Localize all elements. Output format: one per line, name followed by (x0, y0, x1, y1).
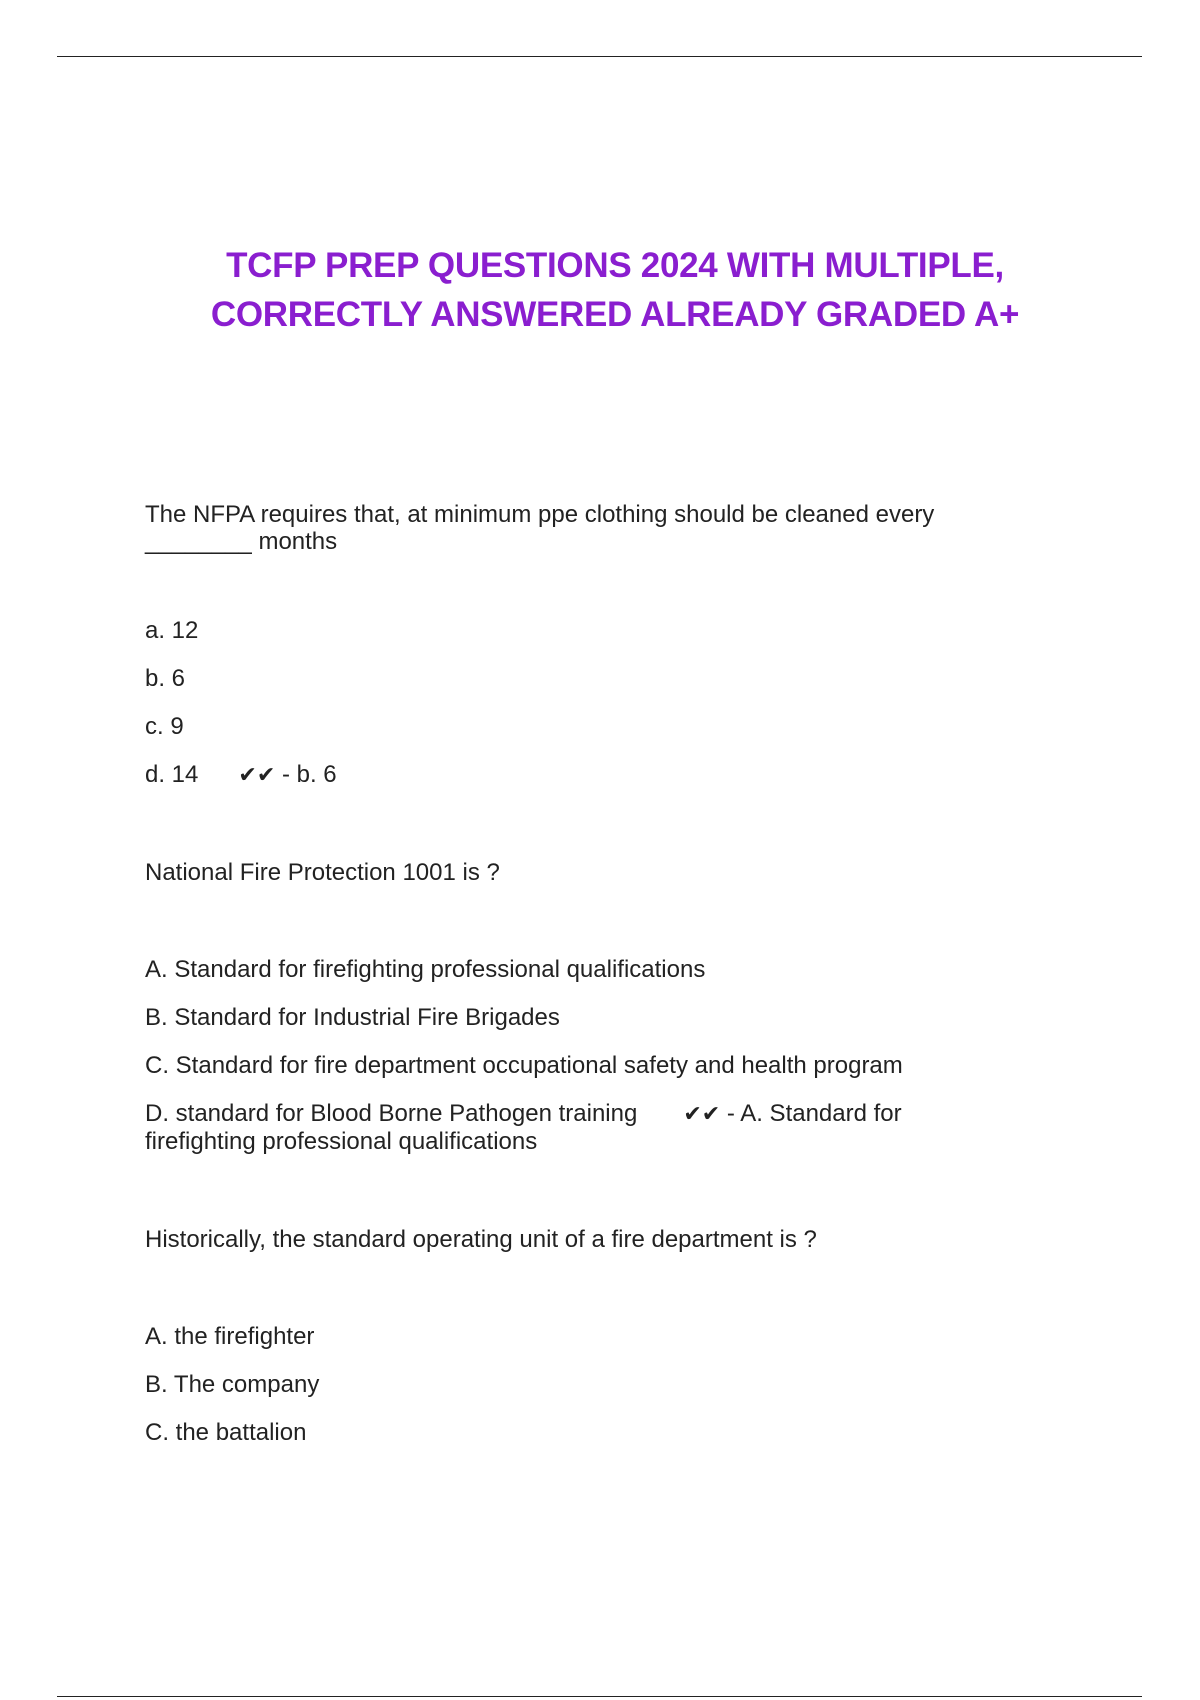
question-line: National Fire Protection 1001 is ? (145, 859, 500, 886)
option-text: d. 14 (145, 761, 199, 788)
bottom-rule (57, 1696, 1142, 1697)
answer-text: - A. Standard for (726, 1100, 902, 1127)
title-line-2: CORRECTLY ANSWERED ALREADY GRADED A+ (210, 295, 1020, 334)
option-text: C. the battalion (145, 1419, 307, 1446)
option-list (145, 956, 1045, 1155)
question-line: Historically, the standard operating unit of a fire department is ? (145, 1226, 817, 1253)
option-item (145, 665, 1045, 692)
option-item (145, 617, 1045, 644)
question-text (145, 859, 1045, 886)
option-text: a. 12 (145, 617, 199, 644)
option-text: A. Standard for firefighting professional qualifications (145, 956, 706, 983)
option-item (145, 1419, 1045, 1446)
option-item (145, 1371, 1045, 1398)
option-item (145, 1052, 1045, 1079)
option-text: B. The company (145, 1371, 320, 1398)
option-list (145, 1323, 1045, 1446)
question-block-3 (145, 1226, 1045, 1446)
option-item (145, 1323, 1045, 1350)
question-block-1 (145, 501, 1045, 789)
document-title (120, 241, 1110, 339)
title-line-1: TCFP PREP QUESTIONS 2024 WITH MULTIPLE, (226, 246, 1004, 285)
question-block-2 (145, 859, 1045, 1155)
question-line: ________ months (145, 528, 338, 555)
option-item (145, 956, 1045, 983)
option-text: D. standard for Blood Borne Pathogen training (145, 1100, 638, 1127)
option-text: B. Standard for Industrial Fire Brigades (145, 1004, 560, 1031)
check-mark-icon: ✔✔ (238, 763, 276, 788)
option-item (145, 713, 1045, 740)
top-rule (57, 56, 1142, 57)
option-item (145, 1100, 1045, 1155)
option-text: b. 6 (145, 665, 186, 692)
option-text: A. the firefighter (145, 1323, 315, 1350)
option-text: c. 9 (145, 713, 184, 740)
answer-text: - b. 6 (281, 761, 337, 788)
question-list (145, 501, 1045, 1446)
option-item (145, 1004, 1045, 1031)
question-line: The NFPA requires that, at minimum ppe clothing should be cleaned every (145, 501, 935, 528)
option-item (145, 761, 1045, 789)
question-text (145, 1226, 1045, 1253)
question-text (145, 501, 1045, 555)
option-list (145, 617, 1045, 789)
option-text: C. Standard for fire department occupational safety and health program (145, 1052, 903, 1079)
check-mark-icon: ✔✔ (683, 1102, 721, 1127)
answer-text: firefighting professional qualifications (145, 1128, 538, 1155)
